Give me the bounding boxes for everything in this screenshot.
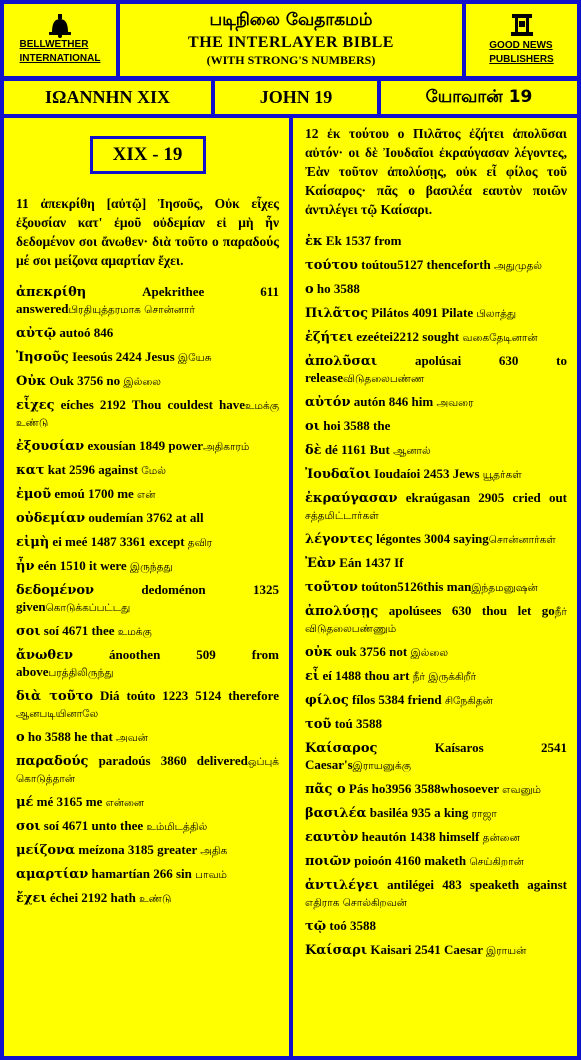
gloss: ezeétei2212 sought <box>353 329 463 344</box>
greek-word: εἶχες <box>16 398 55 413</box>
tamil-gloss: என் <box>137 489 156 501</box>
tamil-gloss: அதிகாரம் <box>203 441 250 453</box>
gloss: ouk 3756 not <box>332 644 411 659</box>
tamil-gloss: தன்னை <box>482 832 520 844</box>
tamil-gloss: எதிராக சொல்கிறவன் <box>305 897 407 909</box>
greek-word: Ἰουδαῖοι <box>305 467 371 482</box>
gloss: autoó 846 <box>56 325 114 340</box>
word-entry <box>16 818 279 835</box>
word-entry <box>16 534 279 551</box>
tamil-gloss: என்னை <box>105 797 145 809</box>
greek-word: ο <box>16 730 25 745</box>
logo-right <box>462 0 581 80</box>
greek-word: ἐζήτει <box>305 330 353 345</box>
greek-word: αὐτῷ <box>16 326 57 341</box>
word-entry <box>16 842 279 859</box>
word-entry <box>305 805 567 822</box>
greek-word: βασιλέα <box>305 806 367 821</box>
tamil-gloss: பாவம் <box>195 869 227 881</box>
word-entry <box>305 531 567 548</box>
greek-word: αὐτόν <box>305 395 351 410</box>
greek-word: ἐξουσίαν <box>16 439 85 454</box>
title-block <box>116 0 466 80</box>
greek-word: ἀντιλέγει <box>305 878 379 893</box>
word-entry <box>305 281 567 298</box>
gloss: autón 846 him <box>350 394 437 409</box>
tamil-gloss: இருந்தது <box>129 561 173 573</box>
greek-word: μείζονα <box>16 843 76 858</box>
verse-text: 12 ἐκ τούτου ο Πιλᾶτος ἐζήτει ἀπολῦσαι αὐτόν· οι δὲ Ἰουδαῖοι ἐκραύγασαν λέγοντες, Ἐὰν τοῦτον ἀπολύσῃς, οὐκ εἶ φίλος τοῦ Καίσαρος· πᾶς ο βασιλέα εαυτὸν ποιῶν ἀντιλέγει τῷ Καίσαρι. <box>305 126 567 217</box>
word-entry <box>305 644 567 661</box>
bar-tamil <box>377 77 581 118</box>
gloss: Pás ho3956 3588whosoever <box>345 781 503 796</box>
gloss: antilégei 483 speaketh against <box>378 877 567 892</box>
greek-word: ἦν <box>16 559 35 574</box>
word-entry <box>305 353 567 387</box>
tamil-gloss: உமக்கு உண்டு <box>16 400 279 429</box>
greek-word: Ἰησοῦς <box>16 350 69 365</box>
greek-word: εἶ <box>305 669 320 684</box>
title-english: THE INTERLAYER BIBLE <box>188 34 394 51</box>
gloss: Apekrithee 611 answered <box>16 284 279 316</box>
gloss: poioón 4160 maketh <box>350 853 470 868</box>
word-entry <box>305 257 567 274</box>
tamil-gloss: சொன்னார்கள் <box>488 534 556 546</box>
gutenberg-press-icon <box>509 13 535 39</box>
bar-tamil-text: யோவான் 19 <box>425 86 533 107</box>
word-entry <box>305 942 567 959</box>
gloss: Kaisari 2541 Caesar <box>367 942 487 957</box>
tamil-gloss: நீர் இருக்கிறீர் <box>412 671 477 683</box>
word-entry <box>16 284 279 318</box>
gloss: toútou5127 thenceforth <box>357 257 495 272</box>
word-entry <box>16 647 279 681</box>
tamil-gloss: இல்லை <box>123 376 161 388</box>
logo-right-line1: GOOD NEWS <box>489 40 553 51</box>
word-entry <box>305 692 567 709</box>
gloss: Diá toúto 1223 5124 therefore <box>93 688 279 703</box>
title-subtitle: (WITH STRONG'S NUMBERS) <box>206 53 376 67</box>
tamil-gloss: நீர் விடுதலைபண்ணும் <box>305 606 567 635</box>
greek-word: σοι <box>16 819 41 834</box>
gloss: basiléa 935 a king <box>366 805 472 820</box>
tamil-gloss: உம்மிடத்தில் <box>146 821 208 833</box>
word-entry <box>305 490 567 524</box>
gloss: soí 4671 thee <box>40 623 118 638</box>
word-entry <box>16 510 279 527</box>
greek-word: πᾶς ο <box>305 782 346 797</box>
word-entry <box>305 579 567 596</box>
word-entry <box>16 688 279 722</box>
tamil-gloss: ஆனபடியினாலே <box>16 708 99 720</box>
word-entry <box>16 623 279 640</box>
gloss: dé 1161 But <box>321 442 394 457</box>
tamil-gloss: உமக்கு <box>117 626 152 638</box>
right-column <box>289 114 581 1060</box>
tamil-gloss: சத்தமிட்டார்கள் <box>305 510 379 522</box>
gloss: Eán 1437 If <box>335 555 404 570</box>
tamil-gloss: மேல் <box>141 465 166 477</box>
tamil-gloss: பிலாத்து <box>476 308 517 320</box>
tamil-gloss: எவனும் <box>502 784 541 796</box>
greek-word: Καίσαρος <box>305 741 378 756</box>
greek-word: αμαρτίαν <box>16 867 89 882</box>
word-entry <box>16 558 279 575</box>
left-column <box>0 114 293 1060</box>
tamil-gloss: ராஜா <box>471 808 497 820</box>
word-entry <box>305 305 567 322</box>
gloss: légontes 3004 saying <box>372 531 489 546</box>
tamil-gloss: சிநேகிதன் <box>444 695 493 707</box>
gloss: ho 3588 <box>313 281 360 296</box>
greek-word: σοι <box>16 624 41 639</box>
gloss: heautón 1438 himself <box>358 829 483 844</box>
word-entry <box>305 394 567 411</box>
greek-word: Πιλᾶτος <box>305 306 369 321</box>
gloss: toúton5126this man <box>357 579 472 594</box>
greek-word: διὰ τοῦτο <box>16 689 94 704</box>
word-entry <box>305 603 567 637</box>
bar-english-text: JOHN 19 <box>259 87 333 107</box>
word-entry <box>16 397 279 431</box>
greek-word: Ἐὰν <box>305 556 336 571</box>
word-entry <box>305 781 567 798</box>
word-entry <box>16 373 279 390</box>
gloss: soí 4671 unto thee <box>40 818 147 833</box>
word-entry <box>16 890 279 907</box>
word-entry <box>16 486 279 503</box>
gloss: Pilátos 4091 Pilate <box>368 305 477 320</box>
word-entry <box>305 853 567 870</box>
gloss: Ek 1537 from <box>322 233 402 248</box>
word-entry <box>16 794 279 811</box>
greek-word: Οὐκ <box>16 374 47 389</box>
tamil-gloss: உண்டு <box>139 893 172 905</box>
gloss: meízona 3185 greater <box>75 842 201 857</box>
greek-word: ἄνωθεν <box>16 648 73 663</box>
gloss: Ieesoús 2424 Jesus <box>68 349 178 364</box>
tamil-gloss: தவிர <box>187 537 213 549</box>
tamil-gloss: இராயனுக்கு <box>352 760 411 772</box>
word-entry <box>305 555 567 572</box>
word-entry <box>16 325 279 342</box>
greek-word: λέγοντες <box>305 532 373 547</box>
tamil-gloss: இயேசு <box>177 352 212 364</box>
greek-word: ποιῶν <box>305 854 351 869</box>
gloss: toó 3588 <box>326 918 376 933</box>
logo-right-line2: PUBLISHERS <box>489 54 554 65</box>
greek-word: κατ <box>16 463 45 478</box>
chapter-label: XIX - 19 <box>90 136 206 174</box>
tamil-gloss: ஒப்புக் கொடுத்தான் <box>16 756 279 785</box>
title-tamil: படிநிலை வேதாகமம் <box>209 10 373 30</box>
tamil-gloss: அதுமுதல் <box>494 260 543 272</box>
tamil-gloss: வகைதேடினான் <box>462 332 538 344</box>
greek-word: τούτου <box>305 258 358 273</box>
greek-word: τοῦτον <box>305 580 358 595</box>
gloss: oudemían 3762 at all <box>85 510 204 525</box>
word-entry <box>305 716 567 733</box>
gloss: hoi 3588 the <box>319 418 391 433</box>
gloss: Ouk 3756 no <box>46 373 124 388</box>
word-entry <box>305 877 567 911</box>
greek-word: εαυτὸν <box>305 830 359 845</box>
tamil-gloss: அவரை <box>436 397 474 409</box>
gloss: ho 3588 he that <box>24 729 117 744</box>
gloss: ei meé 1487 3361 except <box>49 534 188 549</box>
tamil-gloss: கொடுக்கப்பட்டது <box>45 602 131 614</box>
greek-word: εἰμὴ <box>16 535 50 550</box>
word-entry <box>16 438 279 455</box>
word-entry <box>305 918 567 935</box>
logo-left <box>0 0 120 80</box>
greek-word: οὐκ <box>305 645 333 660</box>
gloss: eíches 2192 Thou couldest have <box>54 397 246 412</box>
tamil-gloss: அவன் <box>116 732 148 744</box>
word-entry <box>305 329 567 346</box>
gloss: échei 2192 hath <box>46 890 140 905</box>
greek-word: ἀπεκρίθη <box>16 285 87 300</box>
greek-word: ἀπολῦσαι <box>305 354 378 369</box>
word-entry <box>305 442 567 459</box>
greek-word: Καίσαρι <box>305 943 368 958</box>
tamil-gloss: இந்தமனுஷன் <box>471 582 538 594</box>
gloss: fílos 5384 friend <box>348 692 445 707</box>
gloss: toú 3588 <box>331 716 383 731</box>
greek-word: οι <box>305 419 320 434</box>
tamil-gloss: பிரதியுத்தரமாக சொன்னார் <box>68 304 195 316</box>
greek-word: ἔχει <box>16 891 47 906</box>
tamil-gloss: யூதர்கள் <box>482 469 522 481</box>
greek-word: ἐκραύγασαν <box>305 491 398 506</box>
bar-english <box>211 77 381 118</box>
gloss: kat 2596 against <box>44 462 142 477</box>
gloss: exousían 1849 power <box>84 438 204 453</box>
greek-word: παραδούς <box>16 754 89 769</box>
greek-word: φίλος <box>305 693 349 708</box>
word-entry <box>305 466 567 483</box>
greek-word: μέ <box>16 795 34 810</box>
gloss: ánoothen 509 from above <box>16 647 279 679</box>
tamil-gloss: இராயன் <box>486 945 527 957</box>
bar-greek-text: ΙΩΑΝΝΗΝ XIX <box>45 87 170 107</box>
gloss: dedoménon 1325 given <box>16 582 279 614</box>
gloss: mé 3165 me <box>33 794 106 809</box>
word-entry <box>16 753 279 787</box>
tamil-gloss: விடுதலைபண்ண <box>343 373 425 385</box>
word-entry <box>305 668 567 685</box>
gloss: hamartían 266 sin <box>88 866 196 881</box>
word-list <box>305 233 567 959</box>
greek-word: ο <box>305 282 314 297</box>
word-entry <box>305 233 567 250</box>
logo-left-line2: INTERNATIONAL <box>19 53 101 64</box>
tamil-gloss: இல்லை <box>410 647 449 659</box>
gloss: Ioudaíoi 2453 Jews <box>370 466 483 481</box>
word-entry <box>305 418 567 435</box>
verse-text: 11 ἀπεκρίθη [αὐτῷ] Ἰησοῦς, Οὐκ εἶχες ἐξουσίαν κατ' ἐμοῦ οὐδεμίαν εἰ μὴ ἦν δεδομένον σοι ἄνωθεν· διὰ τοῦτο ο παραδούς μέ σοι μείζονα αμαρτίαν ἔχει. <box>16 196 279 268</box>
gloss: Kaísaros 2541 Caesar's <box>305 740 567 772</box>
word-entry <box>16 462 279 479</box>
word-entry <box>16 866 279 883</box>
logo-left-line1: BELLWETHER <box>19 39 89 50</box>
gloss: apolúsees 630 thou let go <box>378 603 555 618</box>
gloss: paradoús 3860 delivered <box>88 753 248 768</box>
word-entry <box>305 740 567 774</box>
greek-word: ἐκ <box>305 234 323 249</box>
word-entry <box>16 349 279 366</box>
bar-greek <box>0 77 215 118</box>
word-list <box>16 284 279 907</box>
greek-word: ἀπολύσῃς <box>305 604 379 619</box>
tamil-gloss: ஆனால் <box>393 445 431 457</box>
greek-word: ἐμοῦ <box>16 487 52 502</box>
greek-word: τῷ <box>305 919 327 934</box>
gloss: eén 1510 it were <box>34 558 130 573</box>
tamil-gloss: செய்கிறான் <box>469 856 524 868</box>
tamil-gloss: பரத்திலிருந்து <box>48 667 114 679</box>
tamil-gloss: அதிக <box>200 845 228 857</box>
gloss: apolúsai 630 to release <box>305 353 567 385</box>
gloss: ekraúgasan 2905 cried out <box>397 490 567 505</box>
word-entry <box>16 582 279 616</box>
greek-word: δὲ <box>305 443 322 458</box>
word-entry <box>16 729 279 746</box>
greek-word: τοῦ <box>305 717 332 732</box>
word-entry <box>305 829 567 846</box>
gloss: emoú 1700 me <box>51 486 138 501</box>
bell-icon <box>47 14 73 38</box>
greek-word: οὐδεμίαν <box>16 511 86 526</box>
greek-word: δεδομένον <box>16 583 95 598</box>
gloss: eí 1488 thou art <box>319 668 413 683</box>
